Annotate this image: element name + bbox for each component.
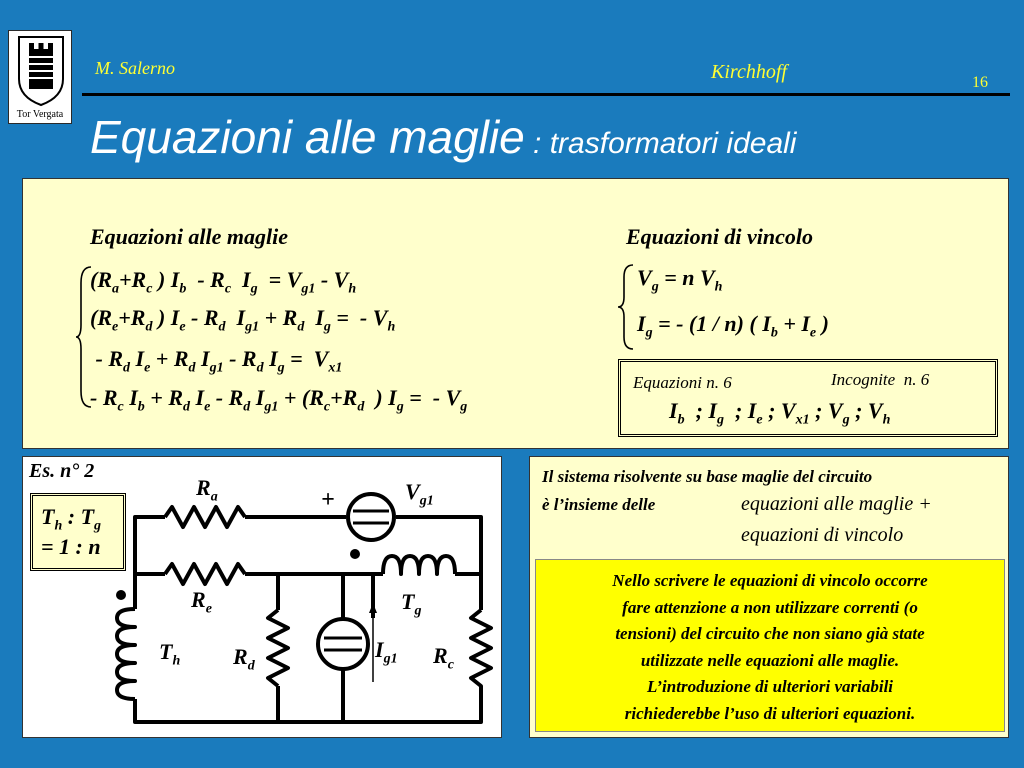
constraint-equation-2: $I_g$ = - (1 / n) ( $I_b + I_e$ ) [637,311,829,341]
page-number: 16 [972,74,988,91]
topic-label: Kirchhoff [711,61,787,83]
note-line-3: tensioni) del circuito che non siano già state [615,624,925,643]
label-rd: $R_d$ [233,644,255,674]
constraint-equation-1: $V_g = n$ $V_h$ [637,265,723,295]
circuit-panel [22,456,502,738]
label-re: $R_e$ [191,587,212,617]
turns-ratio-line-1: $T_h$ : $T_g$ [41,504,102,534]
coil-tg [383,556,455,574]
tower-crest-icon [9,31,73,111]
mesh-equation-2: ($R_e+R_d$ ) $I_e - R_d$ $I_{g1} + R_d$ $I_g$ = - $V_h$ [90,305,396,335]
mesh-equation-3: - $R_d$ $I_e + R_d$ $I_{g1} - R_d$ $I_g = V_{x1}$ [90,346,343,376]
label-tg: $T_g$ [401,589,422,619]
resistor-re [165,564,245,584]
logo-caption: Tor Vergata [16,109,64,120]
wire-bottom [135,695,481,722]
equations-panel [22,178,1009,449]
note-line-4: utilizzate nelle equazioni alle maglie. [640,650,900,670]
constraint-equations-heading: Equazioni di vincolo [626,224,814,249]
count-summary-box [618,359,998,437]
note-line-2: fare attenzione a non utilizzare correnti (o [622,597,918,617]
turns-ratio-line-2: = 1 : n [41,534,101,559]
resistor-ra [165,507,245,527]
header-rule [82,93,1010,96]
slide-title [90,110,796,164]
note-line-6: richiederebbe l’uso di ulteriori equazioni. [624,703,916,723]
voltage-source-vg1 [348,494,394,540]
constraint-system-brace [617,263,637,351]
mesh-equation-1: ($R_a+R_c$ ) $I_b - R_c$ $I_g = V_{g1} - V_h$ [90,267,357,297]
title-main: Equazioni alle maglie [90,111,525,163]
university-logo [8,30,72,124]
resistor-rc [471,610,491,695]
resistor-rd [268,610,288,686]
label-plus: + [321,487,335,513]
label-ig1: $I_{g1}$ [375,637,398,667]
info-highlight-1: equazioni alle maglie + [741,493,932,515]
author-label: M. Salerno [95,58,175,78]
current-source-ig1 [318,619,368,669]
note-line-5: L’introduzione di ulteriori variabili [646,677,894,696]
label-vg1: $V_{g1}$ [405,479,434,509]
unknown-count: Incognite n. 6 [831,370,930,389]
title-subtitle: : trasformatori ideali [524,127,797,160]
label-ra: $R_a$ [196,475,218,505]
info-highlight-2: equazioni di vincolo [741,524,904,546]
wire-top-left [135,517,165,574]
unknowns-list: $I_b$ ; $I_g$ ; $I_e$ ; $V_{x1}$ ; $V_g$ ; $V_h$ [669,398,891,428]
equation-count: Equazioni n. 6 [633,373,732,392]
solution-info-panel [529,456,1009,738]
info-line-2: è l’insieme delle [542,495,656,514]
polarity-dot-tg [350,549,360,559]
note-line-1: Nello scrivere le equazioni di vincolo occorre [612,571,928,590]
example-label: Es. n° 2 [29,460,95,482]
label-rc: $R_c$ [433,643,454,673]
label-th: $T_h$ [159,639,181,669]
info-line-1: Il sistema risolvente su base maglie del circuito [542,467,873,486]
coil-th [117,609,135,699]
mesh-equations-heading: Equazioni alle maglie [90,224,289,249]
polarity-dot-th [116,590,126,600]
mesh-equation-4: - $R_c$ $I_b + R_d$ $I_e - R_d$ $I_{g1} + (R_c+R_d$ ) $I_g$ = - $V_g$ [90,385,468,415]
warning-note-box [535,559,1005,732]
